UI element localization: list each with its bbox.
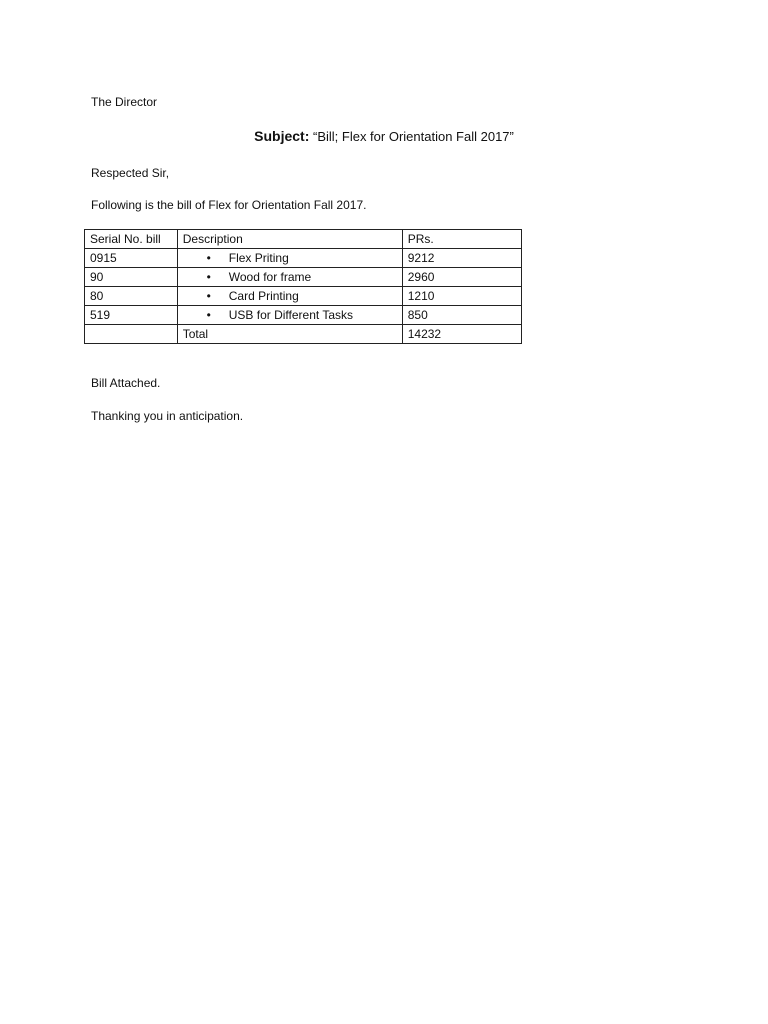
row-description-text: Flex Priting xyxy=(228,251,289,265)
table-row xyxy=(85,268,522,287)
table-row xyxy=(85,287,522,306)
total-amount: 14232 xyxy=(402,325,521,344)
header-serial: Serial No. bill xyxy=(85,230,178,249)
row-description xyxy=(177,268,402,287)
header-description: Description xyxy=(177,230,402,249)
bill-table xyxy=(84,229,522,344)
total-label: Total xyxy=(177,325,402,344)
row-description-text: Card Printing xyxy=(228,289,299,303)
salutation: Respected Sir, xyxy=(91,166,170,180)
closing-line: Thanking you in anticipation. xyxy=(91,409,244,423)
row-description-text: Wood for frame xyxy=(228,270,312,284)
row-serial: 519 xyxy=(85,306,178,325)
row-amount: 1210 xyxy=(402,287,521,306)
row-description xyxy=(177,306,402,325)
table-header-row xyxy=(85,230,522,249)
table-row xyxy=(85,306,522,325)
subject-text: “Bill; Flex for Orientation Fall 2017” xyxy=(313,129,514,144)
row-amount: 2960 xyxy=(402,268,521,287)
subject-label: Subject: xyxy=(254,128,310,144)
row-description xyxy=(177,287,402,306)
header-amount: PRs. xyxy=(402,230,521,249)
bullet-icon: • xyxy=(206,270,211,284)
row-amount: 850 xyxy=(402,306,521,325)
intro-paragraph: Following is the bill of Flex for Orientation Fall 2017. xyxy=(91,198,367,212)
row-description-text: USB for Different Tasks xyxy=(228,308,354,322)
bullet-icon: • xyxy=(206,308,211,322)
recipient-line: The Director xyxy=(91,95,158,109)
total-serial-empty xyxy=(85,325,178,344)
table-row xyxy=(85,249,522,268)
attachment-note: Bill Attached. xyxy=(91,376,161,390)
table-total-row xyxy=(85,325,522,344)
row-serial: 0915 xyxy=(85,249,178,268)
row-amount: 9212 xyxy=(402,249,521,268)
bullet-icon: • xyxy=(206,289,211,303)
row-description xyxy=(177,249,402,268)
subject-line xyxy=(0,128,768,144)
row-serial: 80 xyxy=(85,287,178,306)
row-serial: 90 xyxy=(85,268,178,287)
bullet-icon: • xyxy=(206,251,211,265)
